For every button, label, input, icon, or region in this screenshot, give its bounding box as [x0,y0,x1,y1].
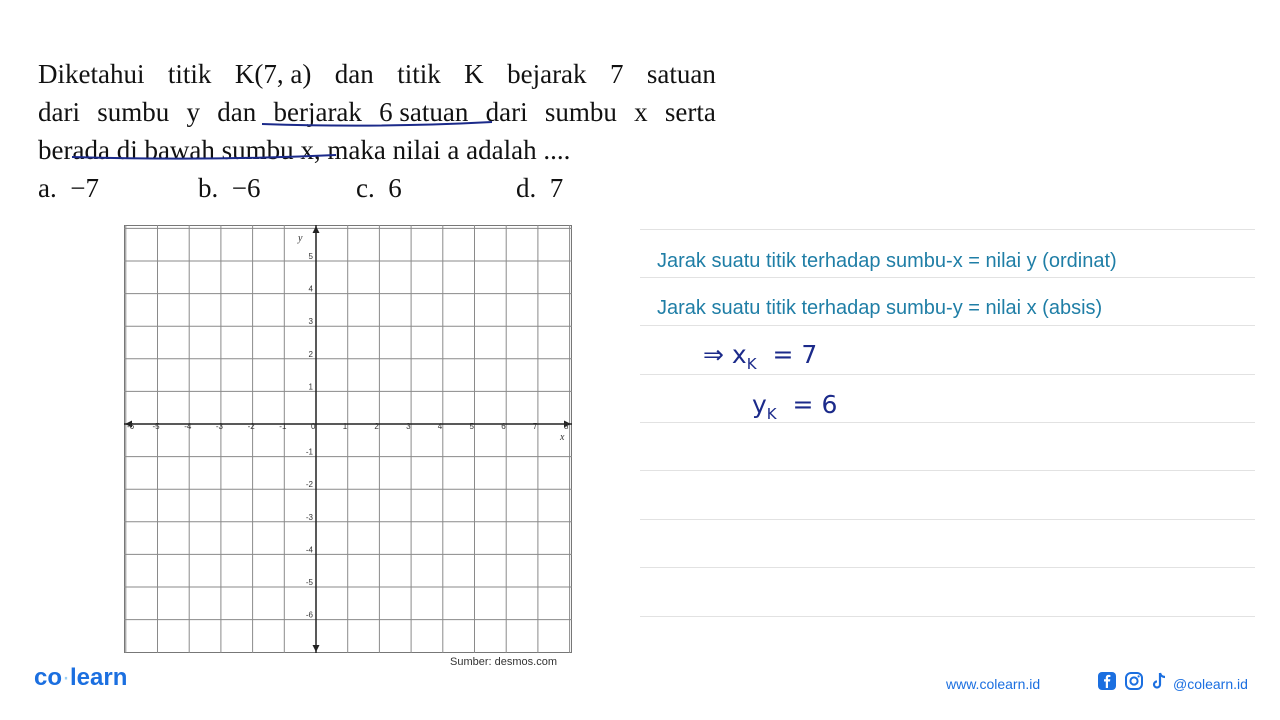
y-axis-arrow-down [313,645,320,652]
x-tick-label: 5 [469,422,474,431]
question-word: 6 satuan [379,97,469,127]
rule-distance-y-axis: Jarak suatu titik terhadap sumbu-y = nilai x (absis) [657,297,1103,319]
y-axis-label: y [298,233,303,244]
y-tick-label: -3 [305,512,313,522]
option-c[interactable]: c. 6 [356,173,402,203]
x-tick-label: -5 [152,422,160,431]
x-tick-label: 4 [437,422,443,431]
question-word: dari [485,97,528,127]
x-tick-label: 1 [342,422,348,431]
x-tick-label: 0 [311,422,316,431]
instagram-icon[interactable] [1124,671,1144,691]
y-tick-label: 1 [308,382,313,392]
ruled-line [640,325,1255,326]
handwritten-yk: $y_K = 6$ [752,390,838,423]
question-word: sumbu [544,97,617,127]
tiktok-icon[interactable] [1150,671,1170,691]
social-handle[interactable]: @colearn.id [1173,676,1248,692]
question-word: bejarak [507,59,587,89]
y-tick-label: -6 [305,610,313,620]
y-tick-label: -5 [305,578,313,587]
question-word: satuan [646,59,716,89]
x-tick-label: 6 [501,422,506,431]
rule-distance-x-axis: Jarak suatu titik terhadap sumbu-x = nilai y (ordinat) [657,250,1117,272]
ruled-line [640,470,1255,471]
question-word: Diketahui [38,59,145,89]
question-word: dan [334,59,374,89]
facebook-icon[interactable] [1097,671,1117,691]
colearn-logo: co·learn [34,664,128,691]
question-word: berjarak [273,97,362,127]
ruled-line [640,519,1255,520]
x-tick-label: -6 [127,422,135,431]
ruled-line [640,374,1255,375]
x-axis-label: x [560,432,565,443]
option-d[interactable]: d. 7 [516,173,564,203]
x-tick-label: -2 [247,422,255,431]
ruled-line [640,277,1255,278]
x-tick-label: -4 [184,422,192,431]
question-word: K(7, a) [234,59,312,89]
y-tick-label: 2 [308,349,313,359]
question-word: K [464,59,484,89]
question-word: 7 [609,59,624,89]
question-word: dan [217,97,257,127]
question-word: titik [397,59,441,89]
x-tick-label: 3 [406,422,411,431]
handwritten-xk: ⇒ $x_K = 7$ [703,340,818,373]
question-word: x [634,97,648,127]
x-tick-label: -3 [215,422,224,431]
y-tick-label: -1 [305,447,313,457]
ruled-line [640,567,1255,568]
y-axis-arrow-up [313,226,320,233]
graph-source: Sumber: desmos.com [450,656,557,668]
y-tick-label: 3 [308,317,313,327]
question-line-3: berada di bawah sumbu x, maka nilai a adalah .... [38,135,571,165]
question-word: serta [664,97,716,127]
y-tick-label: -2 [305,480,313,490]
ruled-line [640,229,1255,230]
ruled-line [640,616,1255,617]
x-tick-label: 8 [564,422,569,431]
option-a[interactable]: a. −7 [38,173,99,203]
question-word: titik [167,59,212,89]
website-link[interactable]: www.colearn.id [946,676,1041,692]
question-word: sumbu [97,97,170,127]
y-tick-label: -4 [305,545,313,555]
x-tick-label: 2 [374,422,379,431]
y-tick-label: 5 [308,252,313,261]
x-tick-label: -1 [279,422,287,431]
x-tick-label: 7 [532,422,538,431]
answer-options [38,168,658,208]
option-b[interactable]: b. −6 [198,173,261,203]
question-word: y [186,97,200,127]
coordinate-grid [124,225,572,653]
question-word: dari [38,97,80,127]
ruled-line [640,422,1255,423]
y-tick-label: 4 [308,284,313,294]
